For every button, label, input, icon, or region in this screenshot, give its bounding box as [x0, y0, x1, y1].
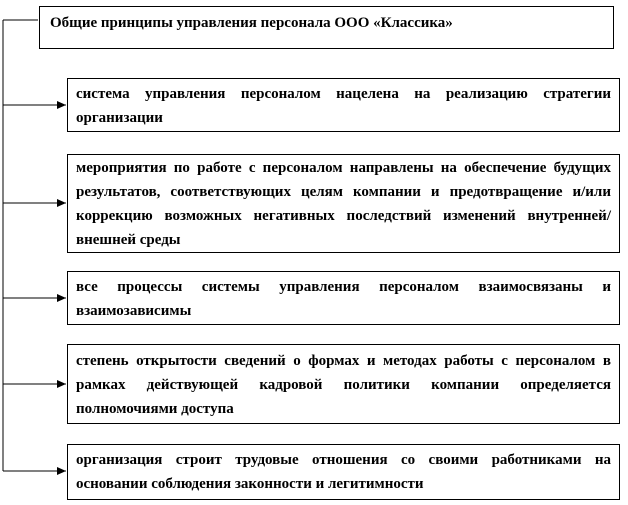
principle-text-2: мероприятия по работе с персоналом направлены на обеспечение будущих результатов, соответствующих целям компании и предотвращение и/или коррекцию возможных негативных последствий изменений внутренней/внешней среды	[76, 160, 611, 248]
diagram-title-box	[39, 6, 614, 49]
diagram-title: Общие принципы управления персонала ООО «Классика»	[50, 15, 453, 31]
principle-text-4: степень открытости сведений о формах и методах работы с персоналом в рамках действующей кадровой политики компании определяется полномочиями доступа	[76, 353, 611, 417]
principle-box-2	[67, 154, 620, 253]
principle-text-5: организация строит трудовые отношения со своими работниками на основании соблюдения законности и легитимности	[76, 452, 611, 492]
principle-text-1: система управления персоналом нацелена на реализацию стратегии организации	[76, 86, 611, 126]
principle-box-5	[67, 444, 620, 500]
principle-box-1	[67, 78, 620, 132]
principle-box-4	[67, 344, 620, 424]
principle-text-3: все процессы системы управления персоналом взаимосвязаны и взаимозависимы	[76, 279, 611, 319]
principle-box-3	[67, 271, 620, 325]
